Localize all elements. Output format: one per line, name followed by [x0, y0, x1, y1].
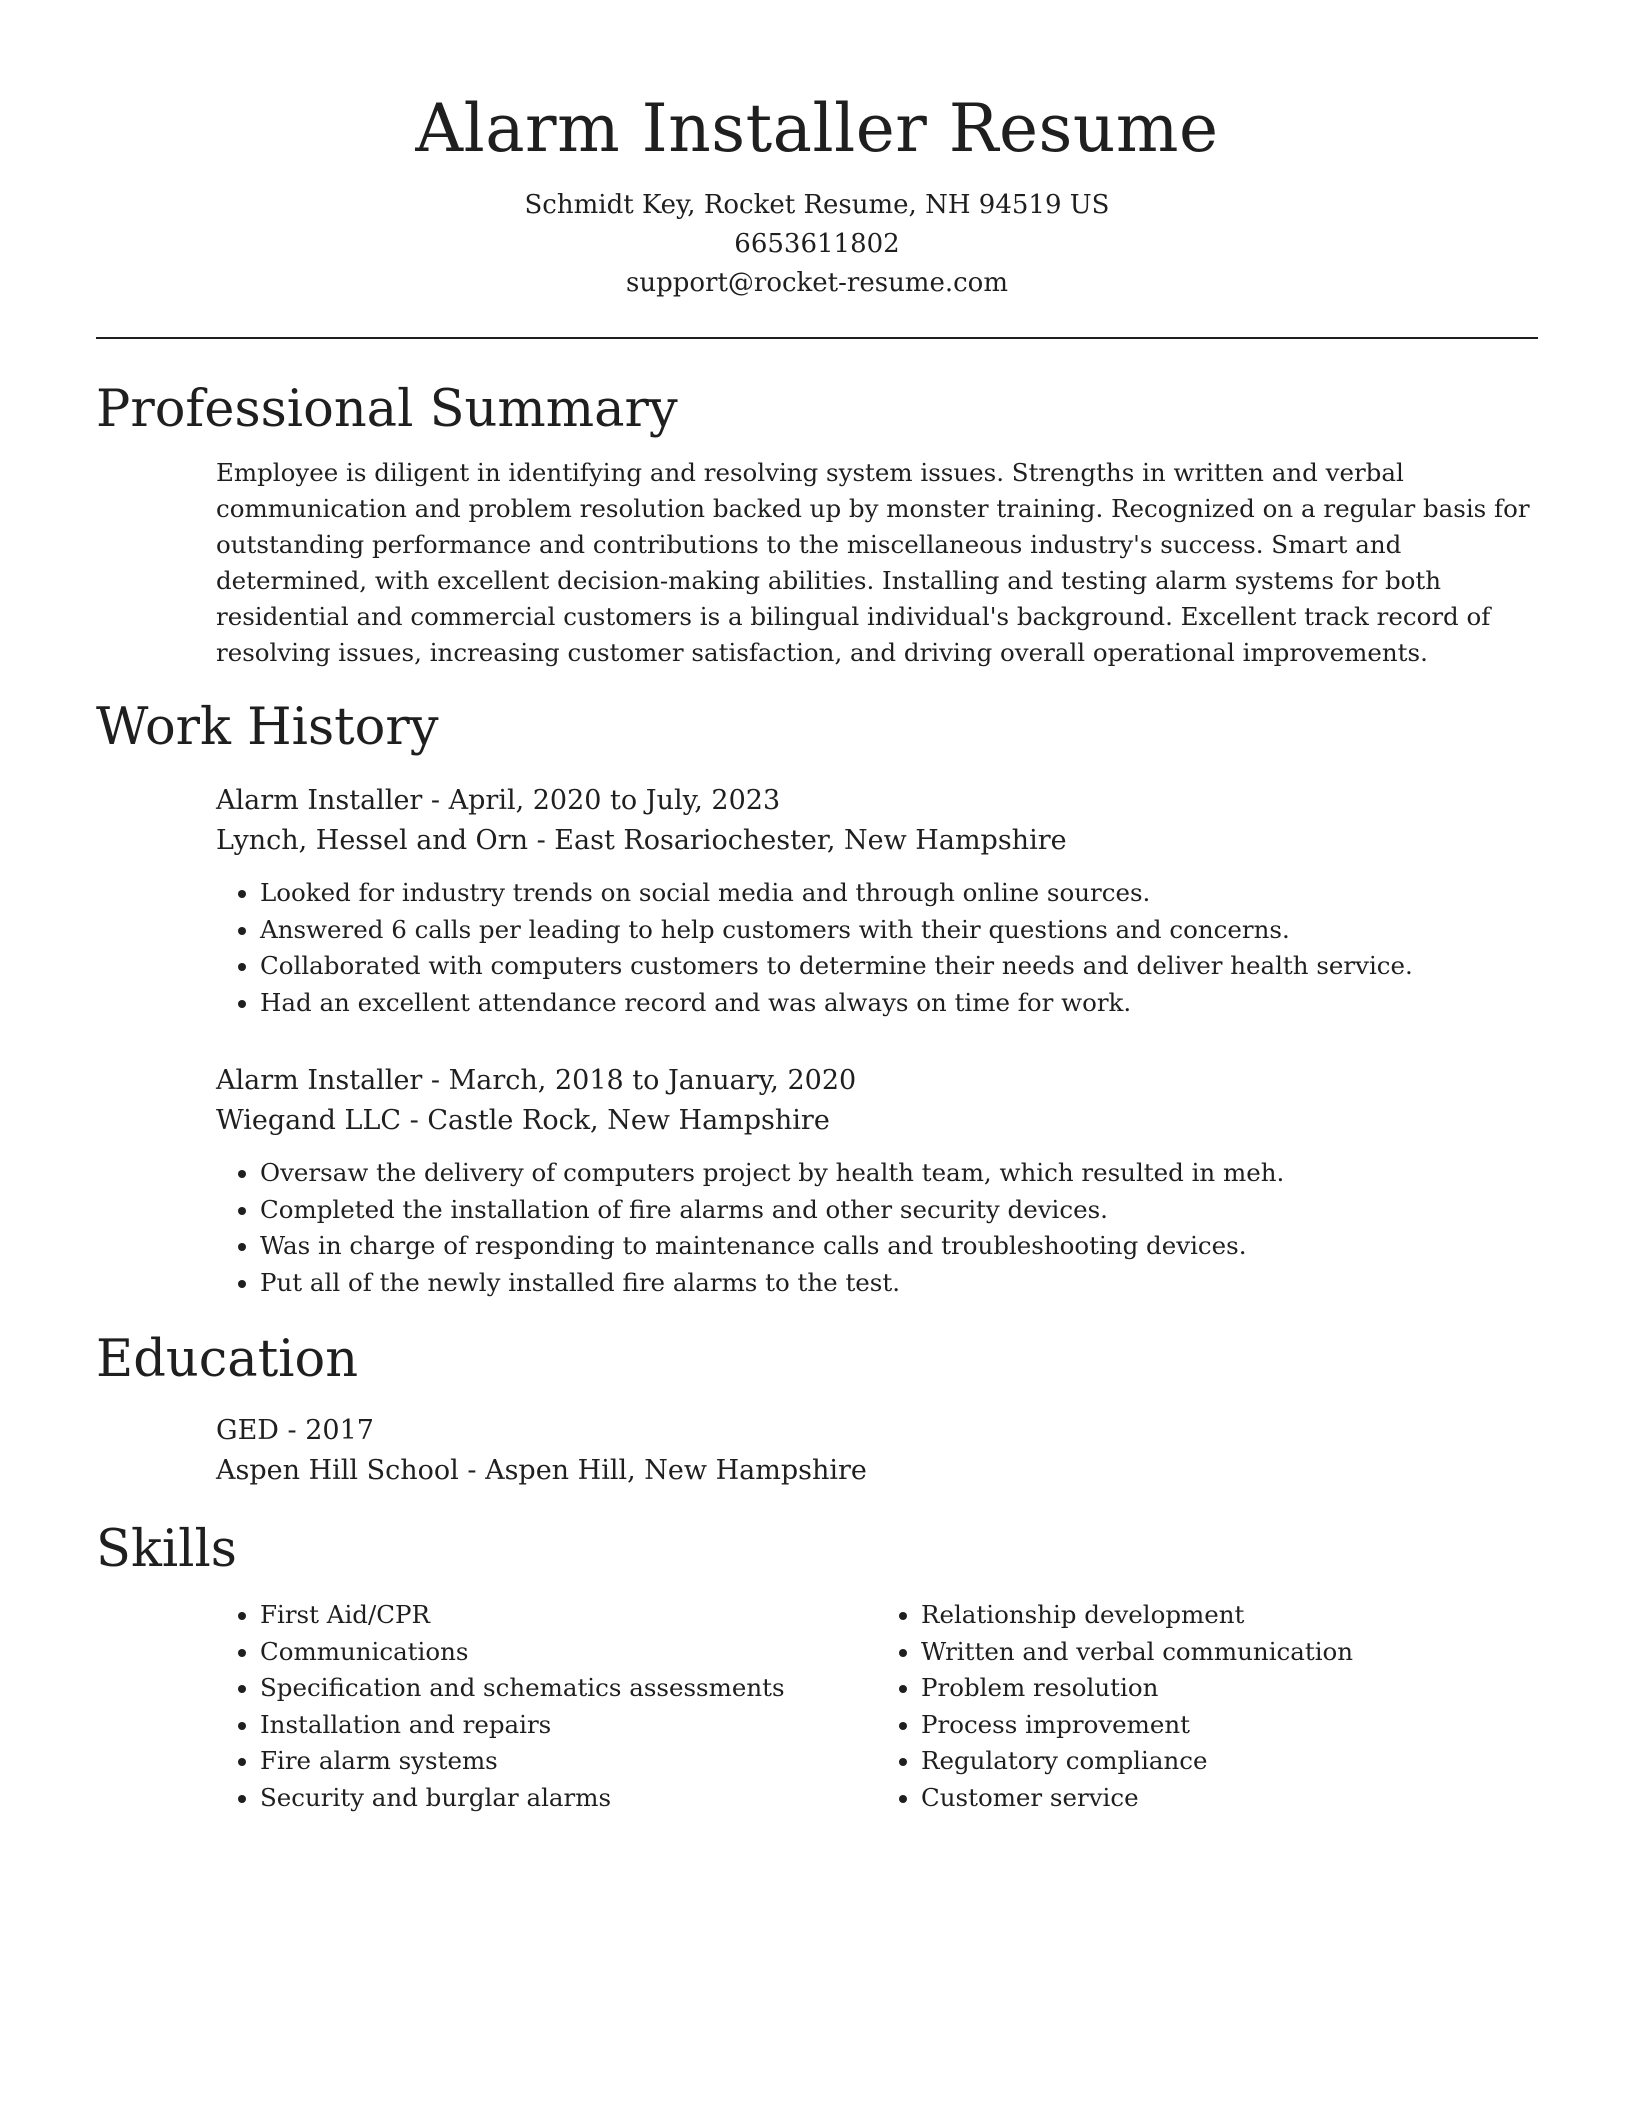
list-item: • Customer service	[921, 1780, 1538, 1817]
list-item: • Process improvement	[921, 1707, 1538, 1744]
education-school: Aspen Hill School	[216, 1455, 459, 1486]
skills-list-right	[877, 1597, 1538, 1816]
job-company: Lynch, Hessel and Orn	[216, 825, 528, 856]
list-item: • Relationship development	[921, 1597, 1538, 1634]
list-item: • Regulatory compliance	[921, 1743, 1538, 1780]
resume-title: Alarm Installer Resume	[415, 90, 1219, 167]
job-dates: - April, 2020 to July, 2023	[422, 785, 781, 816]
list-item: • Oversaw the delivery of computers project by health team, which resulted in meh.	[260, 1155, 1538, 1192]
list-item: • Had an excellent attendance record and was always on time for work.	[260, 985, 1538, 1022]
education-year: - 2017	[278, 1415, 374, 1446]
education-school-line	[216, 1451, 1538, 1491]
job-title-line	[216, 781, 1538, 821]
job-bullets	[216, 875, 1538, 1021]
list-item: • Problem resolution	[921, 1670, 1538, 1707]
list-item: • Looked for industry trends on social media and through online sources.	[260, 875, 1538, 912]
skills-list-left	[216, 1597, 877, 1816]
list-item: • Completed the installation of fire alarms and other security devices.	[260, 1192, 1538, 1229]
job-company-line	[216, 1101, 1538, 1141]
summary-text: Employee is diligent in identifying and resolving system issues. Strengths in written and verbal communication and problem resolution backed up by monster training. Recognized on a regular basis for outstanding performance and contributions to the miscellaneous industry's success. Smart and determined, with excellent decision-making abilities. Installing and testing alarm systems for both residential and commercial customers is a bilingual individual's background. Excellent track record of resolving issues, increasing customer satisfaction, and driving overall operational improvements.	[216, 458, 1530, 667]
section-title-education: Education	[96, 1330, 359, 1389]
job-dates: - March, 2018 to January, 2020	[422, 1065, 857, 1096]
job-role: Alarm Installer	[216, 1065, 423, 1096]
job-role: Alarm Installer	[216, 785, 423, 816]
job-title-line	[216, 1061, 1538, 1101]
resume-page	[96, 0, 1538, 1816]
section-title-summary: Professional Summary	[96, 380, 678, 439]
job-entry	[216, 781, 1538, 1021]
list-item: • Written and verbal communication	[921, 1634, 1538, 1671]
section-title-work-history: Work History	[96, 698, 439, 757]
email: support@rocket-resume.com	[625, 268, 1008, 298]
list-item: • Answered 6 calls per leading to help customers with their questions and concerns.	[260, 912, 1538, 949]
resume-header	[96, 0, 1538, 303]
job-location: - East Rosariochester, New Hampshire	[528, 825, 1067, 856]
list-item: • Communications	[260, 1634, 877, 1671]
list-item: • Was in charge of responding to maintenance calls and troubleshooting devices.	[260, 1228, 1538, 1265]
job-bullets	[216, 1155, 1538, 1301]
list-item: • Specification and schematics assessments	[260, 1670, 877, 1707]
list-item: • Installation and repairs	[260, 1707, 877, 1744]
education-degree: GED	[216, 1415, 279, 1446]
address: Schmidt Key, Rocket Resume, NH 94519 US	[524, 190, 1110, 220]
job-company-line	[216, 821, 1538, 861]
list-item: • Fire alarm systems	[260, 1743, 877, 1780]
education-entry	[216, 1411, 1538, 1491]
education-degree-line	[216, 1411, 1538, 1451]
job-entry	[216, 1061, 1538, 1301]
education-location: - Aspen Hill, New Hampshire	[458, 1455, 867, 1486]
skills-columns	[216, 1597, 1538, 1816]
phone: 6653611802	[734, 229, 900, 259]
list-item: • Put all of the newly installed fire alarms to the test.	[260, 1265, 1538, 1302]
job-company: Wiegand LLC	[216, 1105, 402, 1136]
job-location: - Castle Rock, New Hampshire	[401, 1105, 830, 1136]
section-title-skills: Skills	[96, 1520, 237, 1579]
list-item: • Security and burglar alarms	[260, 1780, 877, 1817]
list-item: • Collaborated with computers customers to determine their needs and deliver health service.	[260, 948, 1538, 985]
list-item: • First Aid/CPR	[260, 1597, 877, 1634]
header-divider	[96, 337, 1538, 339]
